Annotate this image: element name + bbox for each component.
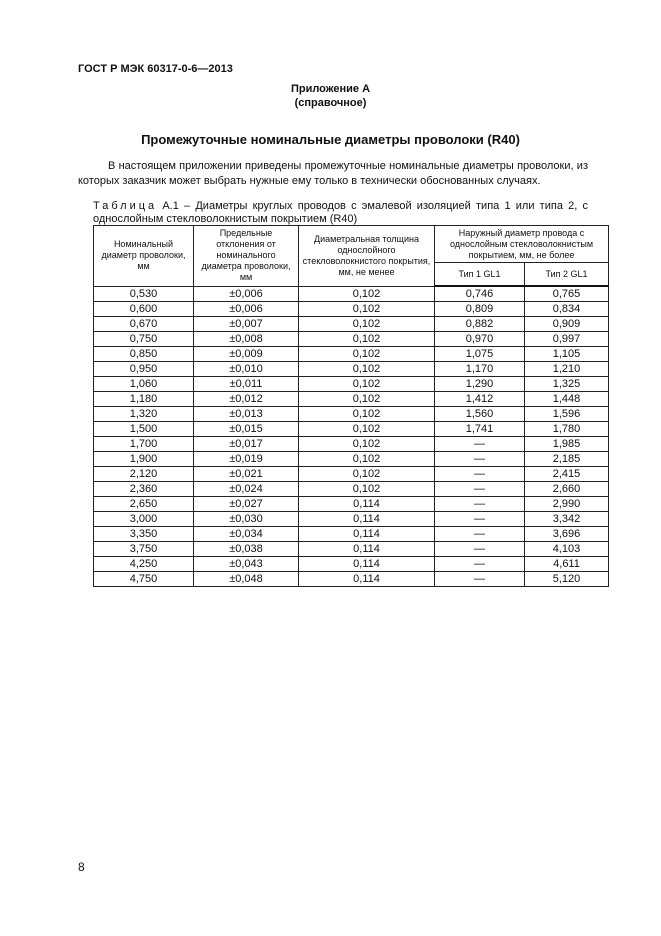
deviation-cell: ±0,012 (194, 392, 299, 407)
wire-diameter-table (93, 225, 609, 587)
type2-outer-cell: 3,696 (525, 527, 609, 542)
nominal-diameter-cell: 1,060 (94, 377, 194, 392)
thickness-cell: 0,102 (299, 407, 435, 422)
header-deviation: Предельные отклонения от номинального диаметра проволоки, мм (194, 226, 299, 287)
type2-outer-cell: 1,780 (525, 422, 609, 437)
deviation-cell: ±0,048 (194, 572, 299, 587)
table-caption-text: А.1 – Диаметры круглых проводов с эмалевой изоляцией типа 1 или типа 2, с однослойным стекловолокнистым покрытием (R40) (93, 200, 588, 225)
table-row (94, 407, 609, 422)
nominal-diameter-cell: 4,750 (94, 572, 194, 587)
table-row (94, 286, 609, 302)
type2-outer-cell: 0,997 (525, 332, 609, 347)
table-row (94, 497, 609, 512)
type2-outer-cell: 1,596 (525, 407, 609, 422)
header-type1: Тип 1 GL1 (435, 263, 525, 287)
table-row (94, 422, 609, 437)
annex-title: Приложение А (290, 83, 371, 95)
deviation-cell: ±0,006 (194, 302, 299, 317)
table-row (94, 332, 609, 347)
annex-heading (0, 82, 661, 110)
type2-outer-cell: 2,415 (525, 467, 609, 482)
type2-outer-cell: 0,834 (525, 302, 609, 317)
type1-outer-cell: — (435, 542, 525, 557)
type1-outer-cell: 1,170 (435, 362, 525, 377)
nominal-diameter-cell: 3,350 (94, 527, 194, 542)
nominal-diameter-cell: 3,000 (94, 512, 194, 527)
type1-outer-cell: — (435, 467, 525, 482)
type1-outer-cell: 0,882 (435, 317, 525, 332)
deviation-cell: ±0,009 (194, 347, 299, 362)
nominal-diameter-cell: 0,750 (94, 332, 194, 347)
deviation-cell: ±0,010 (194, 362, 299, 377)
deviation-cell: ±0,027 (194, 497, 299, 512)
type2-outer-cell: 1,448 (525, 392, 609, 407)
type1-outer-cell: — (435, 527, 525, 542)
nominal-diameter-cell: 2,360 (94, 482, 194, 497)
table-row (94, 362, 609, 377)
thickness-cell: 0,102 (299, 362, 435, 377)
table-caption (93, 200, 588, 226)
nominal-diameter-cell: 0,600 (94, 302, 194, 317)
type2-outer-cell: 2,990 (525, 497, 609, 512)
thickness-cell: 0,102 (299, 347, 435, 362)
thickness-cell: 0,102 (299, 317, 435, 332)
type1-outer-cell: 1,290 (435, 377, 525, 392)
table-row (94, 482, 609, 497)
nominal-diameter-cell: 1,500 (94, 422, 194, 437)
thickness-cell: 0,114 (299, 527, 435, 542)
table-row (94, 572, 609, 587)
type2-outer-cell: 3,342 (525, 512, 609, 527)
table-row (94, 317, 609, 332)
deviation-cell: ±0,024 (194, 482, 299, 497)
type1-outer-cell: 0,746 (435, 286, 525, 302)
nominal-diameter-cell: 2,650 (94, 497, 194, 512)
thickness-cell: 0,102 (299, 332, 435, 347)
section-title: Промежуточные номинальные диаметры проволоки (R40) (141, 132, 520, 147)
deviation-cell: ±0,043 (194, 557, 299, 572)
type1-outer-cell: — (435, 557, 525, 572)
type2-outer-cell: 5,120 (525, 572, 609, 587)
type1-outer-cell: — (435, 497, 525, 512)
table-row (94, 392, 609, 407)
type2-outer-cell: 2,660 (525, 482, 609, 497)
table-row (94, 302, 609, 317)
table-row (94, 467, 609, 482)
type2-outer-cell: 4,611 (525, 557, 609, 572)
table-body (94, 286, 609, 587)
deviation-cell: ±0,030 (194, 512, 299, 527)
type1-outer-cell: — (435, 437, 525, 452)
type2-outer-cell: 1,210 (525, 362, 609, 377)
annex-subtitle: (справочное) (294, 97, 367, 109)
table-row (94, 347, 609, 362)
type2-outer-cell: 1,985 (525, 437, 609, 452)
nominal-diameter-cell: 1,180 (94, 392, 194, 407)
type1-outer-cell: 0,970 (435, 332, 525, 347)
type2-outer-cell: 1,325 (525, 377, 609, 392)
deviation-cell: ±0,011 (194, 377, 299, 392)
table-row (94, 512, 609, 527)
header-coating-thickness: Диаметральная толщина однослойного стекловолокнистого покрытия, мм, не менее (299, 226, 435, 287)
deviation-cell: ±0,034 (194, 527, 299, 542)
thickness-cell: 0,102 (299, 452, 435, 467)
table-caption-label: Таблица (93, 200, 158, 212)
nominal-diameter-cell: 3,750 (94, 542, 194, 557)
type1-outer-cell: — (435, 572, 525, 587)
thickness-cell: 0,102 (299, 392, 435, 407)
type2-outer-cell: 0,765 (525, 286, 609, 302)
thickness-cell: 0,102 (299, 377, 435, 392)
type1-outer-cell: 1,412 (435, 392, 525, 407)
nominal-diameter-cell: 4,250 (94, 557, 194, 572)
type1-outer-cell: — (435, 512, 525, 527)
nominal-diameter-cell: 2,120 (94, 467, 194, 482)
nominal-diameter-cell: 1,900 (94, 452, 194, 467)
nominal-diameter-cell: 0,950 (94, 362, 194, 377)
table-row (94, 527, 609, 542)
nominal-diameter-cell: 1,320 (94, 407, 194, 422)
type1-outer-cell: 1,741 (435, 422, 525, 437)
table-row (94, 437, 609, 452)
type1-outer-cell: — (435, 452, 525, 467)
deviation-cell: ±0,006 (194, 286, 299, 302)
header-outer-diameter: Наружный диаметр провода с однослойным стекловолокнистым покрытием, мм, не более (435, 226, 609, 263)
thickness-cell: 0,114 (299, 572, 435, 587)
header-type2: Тип 2 GL1 (525, 263, 609, 287)
deviation-cell: ±0,015 (194, 422, 299, 437)
type1-outer-cell: 0,809 (435, 302, 525, 317)
deviation-cell: ±0,007 (194, 317, 299, 332)
deviation-cell: ±0,008 (194, 332, 299, 347)
deviation-cell: ±0,017 (194, 437, 299, 452)
document-code: ГОСТ Р МЭК 60317-0-6—2013 (78, 63, 233, 75)
nominal-diameter-cell: 0,670 (94, 317, 194, 332)
nominal-diameter-cell: 0,850 (94, 347, 194, 362)
table-row (94, 377, 609, 392)
type2-outer-cell: 0,909 (525, 317, 609, 332)
thickness-cell: 0,102 (299, 467, 435, 482)
deviation-cell: ±0,013 (194, 407, 299, 422)
thickness-cell: 0,102 (299, 302, 435, 317)
type2-outer-cell: 4,103 (525, 542, 609, 557)
deviation-cell: ±0,021 (194, 467, 299, 482)
nominal-diameter-cell: 1,700 (94, 437, 194, 452)
table-row (94, 452, 609, 467)
type1-outer-cell: 1,560 (435, 407, 525, 422)
thickness-cell: 0,114 (299, 542, 435, 557)
thickness-cell: 0,102 (299, 482, 435, 497)
page-number: 8 (78, 860, 85, 874)
deviation-cell: ±0,019 (194, 452, 299, 467)
thickness-cell: 0,114 (299, 557, 435, 572)
type1-outer-cell: — (435, 482, 525, 497)
type1-outer-cell: 1,075 (435, 347, 525, 362)
nominal-diameter-cell: 0,530 (94, 286, 194, 302)
deviation-cell: ±0,038 (194, 542, 299, 557)
thickness-cell: 0,102 (299, 422, 435, 437)
thickness-cell: 0,114 (299, 512, 435, 527)
type2-outer-cell: 2,185 (525, 452, 609, 467)
thickness-cell: 0,102 (299, 437, 435, 452)
table-row (94, 557, 609, 572)
thickness-cell: 0,102 (299, 286, 435, 302)
intro-paragraph: В настоящем приложении приведены промежуточные номинальные диаметры проволоки, из которых заказчик может выбрать нужные ему только в технически обоснованных случаях. (78, 160, 588, 187)
header-nominal-diameter: Номинальный диаметр проволоки, мм (94, 226, 194, 287)
thickness-cell: 0,114 (299, 497, 435, 512)
type2-outer-cell: 1,105 (525, 347, 609, 362)
table-row (94, 542, 609, 557)
